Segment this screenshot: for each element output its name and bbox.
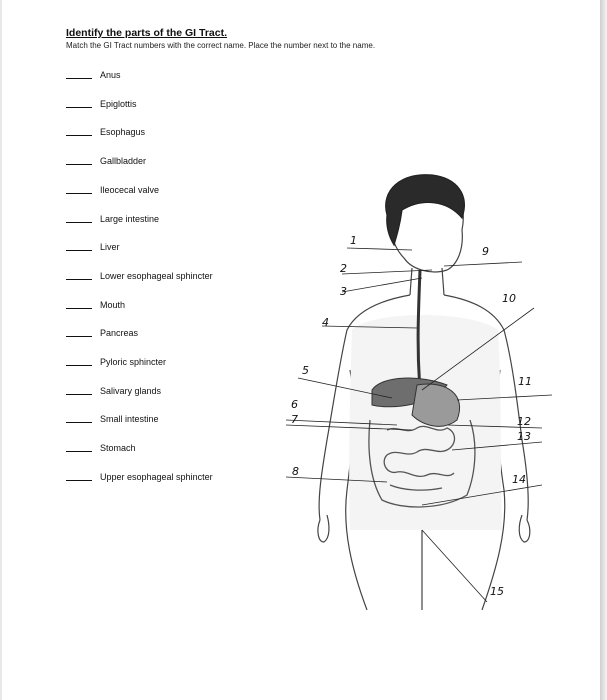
- diagram-label-number: 11: [518, 375, 532, 388]
- answer-label: Salivary glands: [100, 385, 162, 396]
- answer-blank[interactable]: [66, 193, 92, 194]
- answer-item: [66, 443, 136, 457]
- answer-blank[interactable]: [66, 135, 92, 136]
- diagram-label-number: 15: [490, 585, 504, 598]
- answer-label: Pyloric sphincter: [100, 357, 167, 367]
- answer-blank[interactable]: [66, 222, 92, 223]
- answer-label: Lower esophageal sphincter: [100, 270, 213, 281]
- diagram-label-number: 4: [322, 316, 329, 329]
- answer-blank[interactable]: [66, 78, 92, 79]
- answer-label: Liver: [100, 242, 120, 253]
- answer-label: Esophagus: [100, 127, 146, 138]
- diagram-label-number: 1: [350, 234, 357, 247]
- answer-label: Mouth: [100, 299, 126, 310]
- answer-label: Epiglottis: [100, 98, 137, 109]
- answer-item: [66, 271, 213, 285]
- answer-item: [66, 414, 159, 428]
- diagram-label-number: 13: [517, 430, 531, 443]
- answer-label: Upper esophageal sphincter: [100, 471, 213, 482]
- gi-tract-diagram: [272, 170, 572, 610]
- answer-blank[interactable]: [66, 107, 92, 108]
- answer-item: [66, 185, 159, 199]
- answer-label: Gallbladder: [100, 156, 147, 167]
- diagram-label-number: 5: [302, 364, 309, 377]
- answer-label: Large intestine: [100, 213, 160, 224]
- answer-item: [66, 300, 125, 314]
- answer-item: [66, 386, 161, 400]
- answer-blank[interactable]: [66, 422, 92, 423]
- diagram-label-number: 14: [512, 473, 526, 486]
- answer-item: [66, 127, 145, 141]
- worksheet-page: [2, 0, 600, 700]
- answer-label: Anus: [100, 70, 121, 80]
- answer-item: [66, 357, 166, 371]
- answer-item: [66, 214, 159, 228]
- answer-item: [66, 156, 146, 170]
- answer-blank[interactable]: [66, 394, 92, 395]
- answer-blank[interactable]: [66, 164, 92, 165]
- answer-blank[interactable]: [66, 480, 92, 481]
- answer-blank[interactable]: [66, 250, 92, 251]
- answer-item: [66, 472, 213, 486]
- diagram-label-number: 2: [340, 262, 347, 275]
- answer-label: Ileocecal valve: [100, 184, 160, 195]
- answer-item: [66, 242, 120, 256]
- answer-item: [66, 70, 121, 84]
- answer-blank[interactable]: [66, 308, 92, 309]
- diagram-label-number: 9: [482, 245, 489, 258]
- worksheet-instructions: Match the GI Tract numbers with the correct name. Place the number next to the name.: [66, 41, 376, 50]
- worksheet-title: Identify the parts of the GI Tract.: [66, 27, 228, 39]
- answer-label: Small intestine: [100, 414, 159, 425]
- answer-item: [66, 99, 137, 113]
- answer-blank[interactable]: [66, 451, 92, 452]
- answer-item: [66, 328, 138, 342]
- answer-blank[interactable]: [66, 279, 92, 280]
- answer-blank[interactable]: [66, 336, 92, 337]
- diagram-label-number: 7: [291, 413, 298, 426]
- diagram-label-number: 10: [502, 292, 516, 305]
- answer-blank[interactable]: [66, 365, 92, 366]
- answer-label: Stomach: [100, 443, 136, 454]
- diagram-label-number: 8: [292, 465, 299, 478]
- page-edge-shadow: [600, 0, 607, 700]
- diagram-label-number: 12: [517, 415, 531, 428]
- diagram-label-number: 6: [291, 398, 298, 411]
- answer-label: Pancreas: [100, 328, 139, 339]
- diagram-label-number: 3: [340, 285, 347, 298]
